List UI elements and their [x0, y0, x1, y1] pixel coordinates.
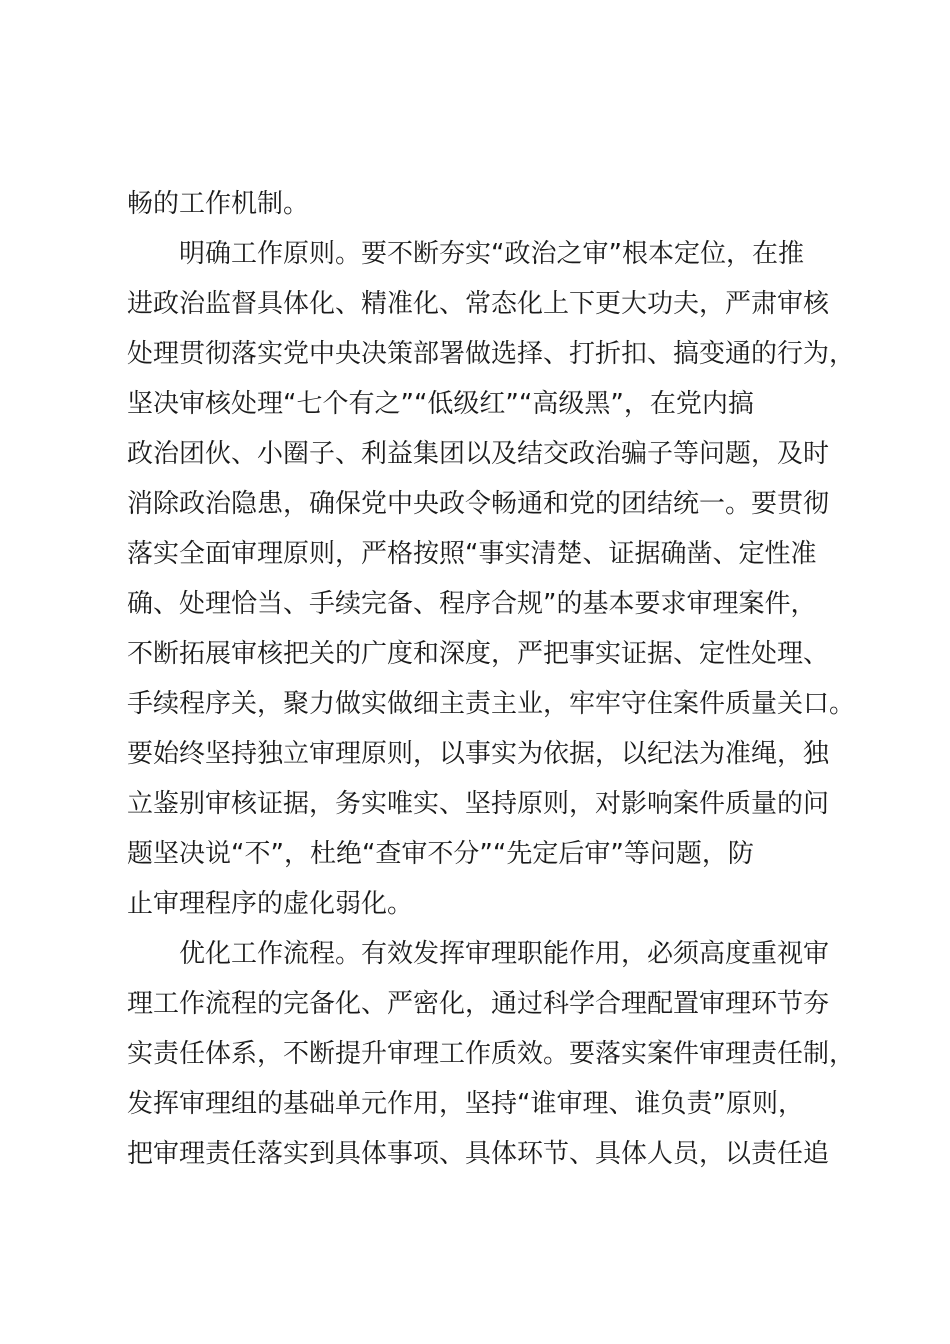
text-line: 坚决审核处理“七个有之”“低级红”“高级黑”，在党内搞	[127, 389, 754, 419]
text-line: 止审理程序的虚化弱化。	[127, 889, 414, 919]
text-line: 手续程序关，聚力做实做细主责主业，牢牢守住案件质量关口。	[127, 689, 856, 719]
text-line: 实责任体系，不断提升审理工作质效。要落实案件审理责任制，	[127, 1039, 856, 1069]
text-line: 进政治监督具体化、精准化、常态化上下更大功夫，严肃审核	[127, 289, 830, 319]
paragraph-heading-line: 明确工作原则。要不断夯实“政治之审”根本定位，在推	[179, 239, 804, 269]
text-line: 立鉴别审核证据，务实唯实、坚持原则，对影响案件质量的问	[127, 789, 830, 819]
text-line: 消除政治隐患，确保党中央政令畅通和党的团结统一。要贯彻	[127, 489, 830, 519]
text-line: 政治团伙、小圈子、利益集团以及结交政治骗子等问题，及时	[127, 439, 830, 469]
text-line: 畅的工作机制。	[127, 189, 310, 219]
text-line: 题坚决说“不”，杜绝“查审不分”“先定后审”等问题，防	[127, 839, 754, 869]
paragraph-heading-line: 优化工作流程。有效发挥审理职能作用，必须高度重视审	[179, 939, 830, 969]
text-line: 要始终坚持独立审理原则，以事实为依据，以纪法为准绳，独	[127, 739, 830, 769]
text-line: 处理贯彻落实党中央决策部署做选择、打折扣、搞变通的行为，	[127, 339, 856, 369]
text-line: 理工作流程的完备化、严密化，通过科学合理配置审理环节夯	[127, 989, 830, 1019]
text-line: 确、处理恰当、手续完备、程序合规”的基本要求审理案件，	[127, 589, 817, 619]
text-line: 把审理责任落实到具体事项、具体环节、具体人员，以责任追	[127, 1139, 830, 1169]
text-line: 落实全面审理原则，严格按照“事实清楚、证据确凿、定性准	[127, 539, 817, 569]
text-line: 不断拓展审核把关的广度和深度，严把事实证据、定性处理、	[127, 639, 830, 669]
text-line: 发挥审理组的基础单元作用，坚持“谁审理、谁负责”原则，	[127, 1089, 804, 1119]
